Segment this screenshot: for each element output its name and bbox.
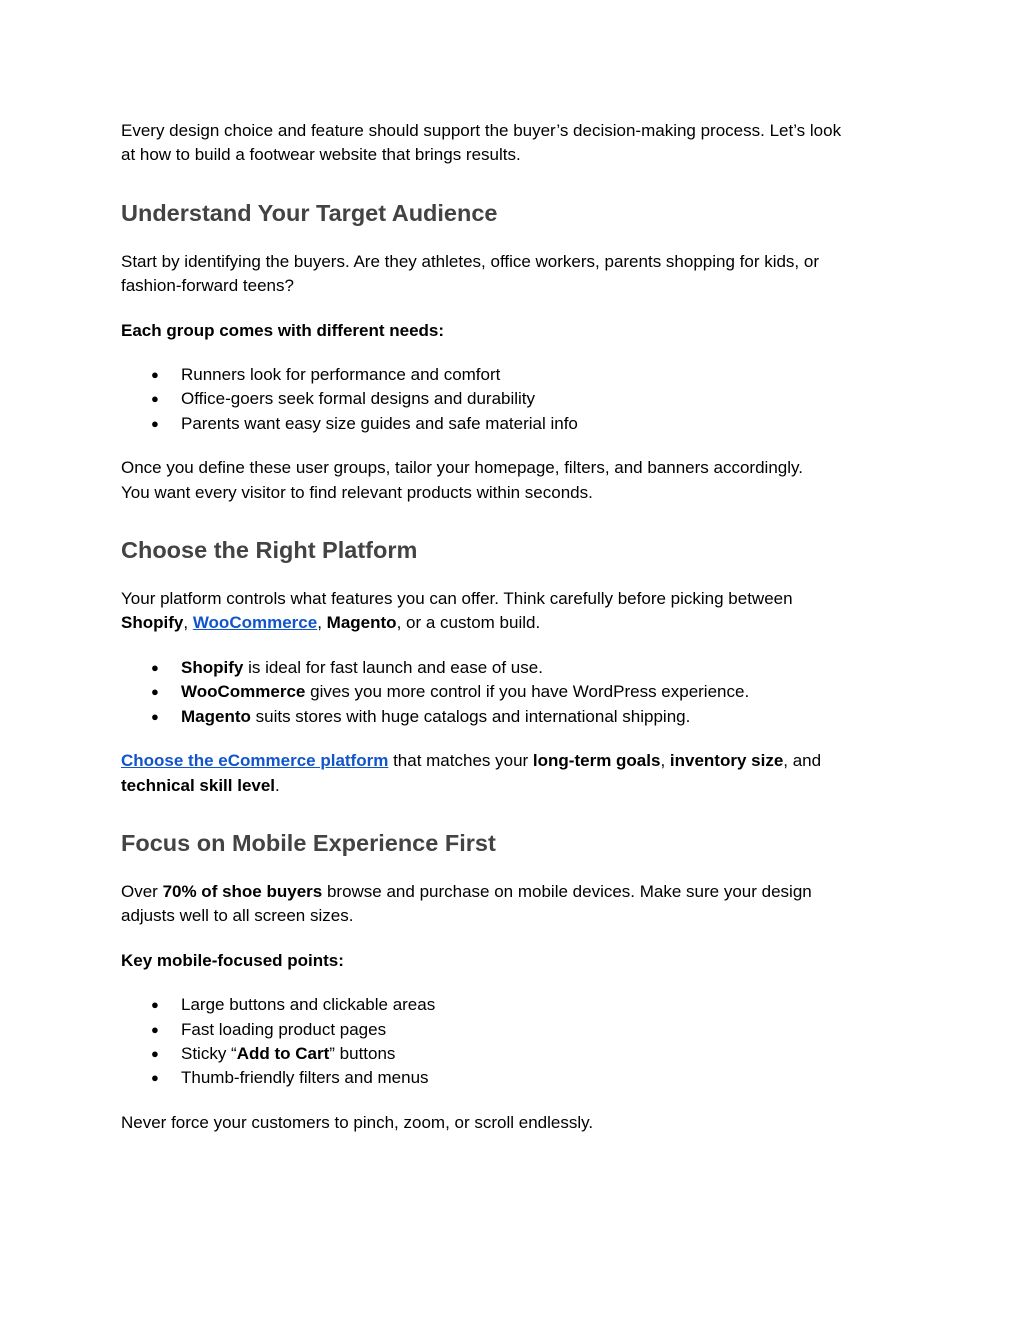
document-page: [121, 119, 911, 1135]
platform-list: [121, 656, 911, 729]
list-item: ● Runners look for performance and comfort: [121, 363, 911, 387]
list-item: ● Magento suits stores with huge catalogs and international shipping.: [121, 705, 911, 729]
list-item: ● Parents want easy size guides and safe material info: [121, 412, 911, 436]
platform-cta-paragraph: Choose the eCommerce platform that matches your long-term goals, inventory size, and technical skill level.: [121, 751, 822, 795]
list-item: ● Thumb-friendly filters and menus: [121, 1066, 911, 1090]
heading-mobile-experience: Focus on Mobile Experience First: [121, 829, 496, 856]
bullet-icon: ●: [151, 1070, 159, 1086]
heading-choose-platform: Choose the Right Platform: [121, 537, 418, 564]
heading-understand-audience: Understand Your Target Audience: [121, 199, 498, 226]
audience-lead: Each group comes with different needs:: [121, 320, 445, 340]
audience-paragraph: Start by identifying the buyers. Are they athletes, office workers, parents shopping for kids, or fashion-forward teens?: [121, 251, 819, 296]
intro-paragraph: Every design choice and feature should support the buyer’s decision-making process. Let’s look at how to build a footwear website that brings results.: [121, 121, 842, 165]
mobile-paragraph: Over 70% of shoe buyers browse and purchase on mobile devices. Make sure your design adjusts well to all screen sizes.: [121, 881, 812, 926]
platform-paragraph: Your platform controls what features you can offer. Think carefully before picking between Shopify, WooCommerce, Magento, or a custom build.: [121, 589, 793, 633]
bullet-icon: ●: [151, 684, 159, 700]
list-item: ● Sticky “Add to Cart” buttons: [121, 1042, 911, 1066]
audience-list: [121, 363, 911, 436]
audience-closing: Once you define these user groups, tailor your homepage, filters, and banners accordingly. You want every visitor to find relevant products within seconds.: [121, 458, 803, 502]
bullet-icon: ●: [151, 367, 159, 383]
list-item: ● Fast loading product pages: [121, 1018, 911, 1042]
bullet-icon: ●: [151, 708, 159, 724]
mobile-closing: Never force your customers to pinch, zoom, or scroll endlessly.: [121, 1112, 594, 1132]
choose-ecommerce-platform-link[interactable]: Choose the eCommerce platform: [121, 751, 389, 771]
list-item: ● Office-goers seek formal designs and durability: [121, 387, 911, 411]
bullet-icon: ●: [151, 391, 159, 407]
bullet-icon: ●: [151, 1021, 159, 1037]
bullet-icon: ●: [151, 659, 159, 675]
woocommerce-link[interactable]: WooCommerce: [192, 613, 318, 633]
bullet-icon: ●: [151, 1045, 159, 1061]
mobile-lead: Key mobile-focused points:: [121, 950, 344, 970]
list-item: ● Shopify is ideal for fast launch and ease of use.: [121, 656, 911, 680]
bullet-icon: ●: [151, 997, 159, 1013]
list-item: ● WooCommerce gives you more control if you have WordPress experience.: [121, 680, 911, 704]
mobile-list: [121, 993, 911, 1091]
bullet-icon: ●: [151, 415, 159, 431]
list-item: ● Large buttons and clickable areas: [121, 993, 911, 1017]
